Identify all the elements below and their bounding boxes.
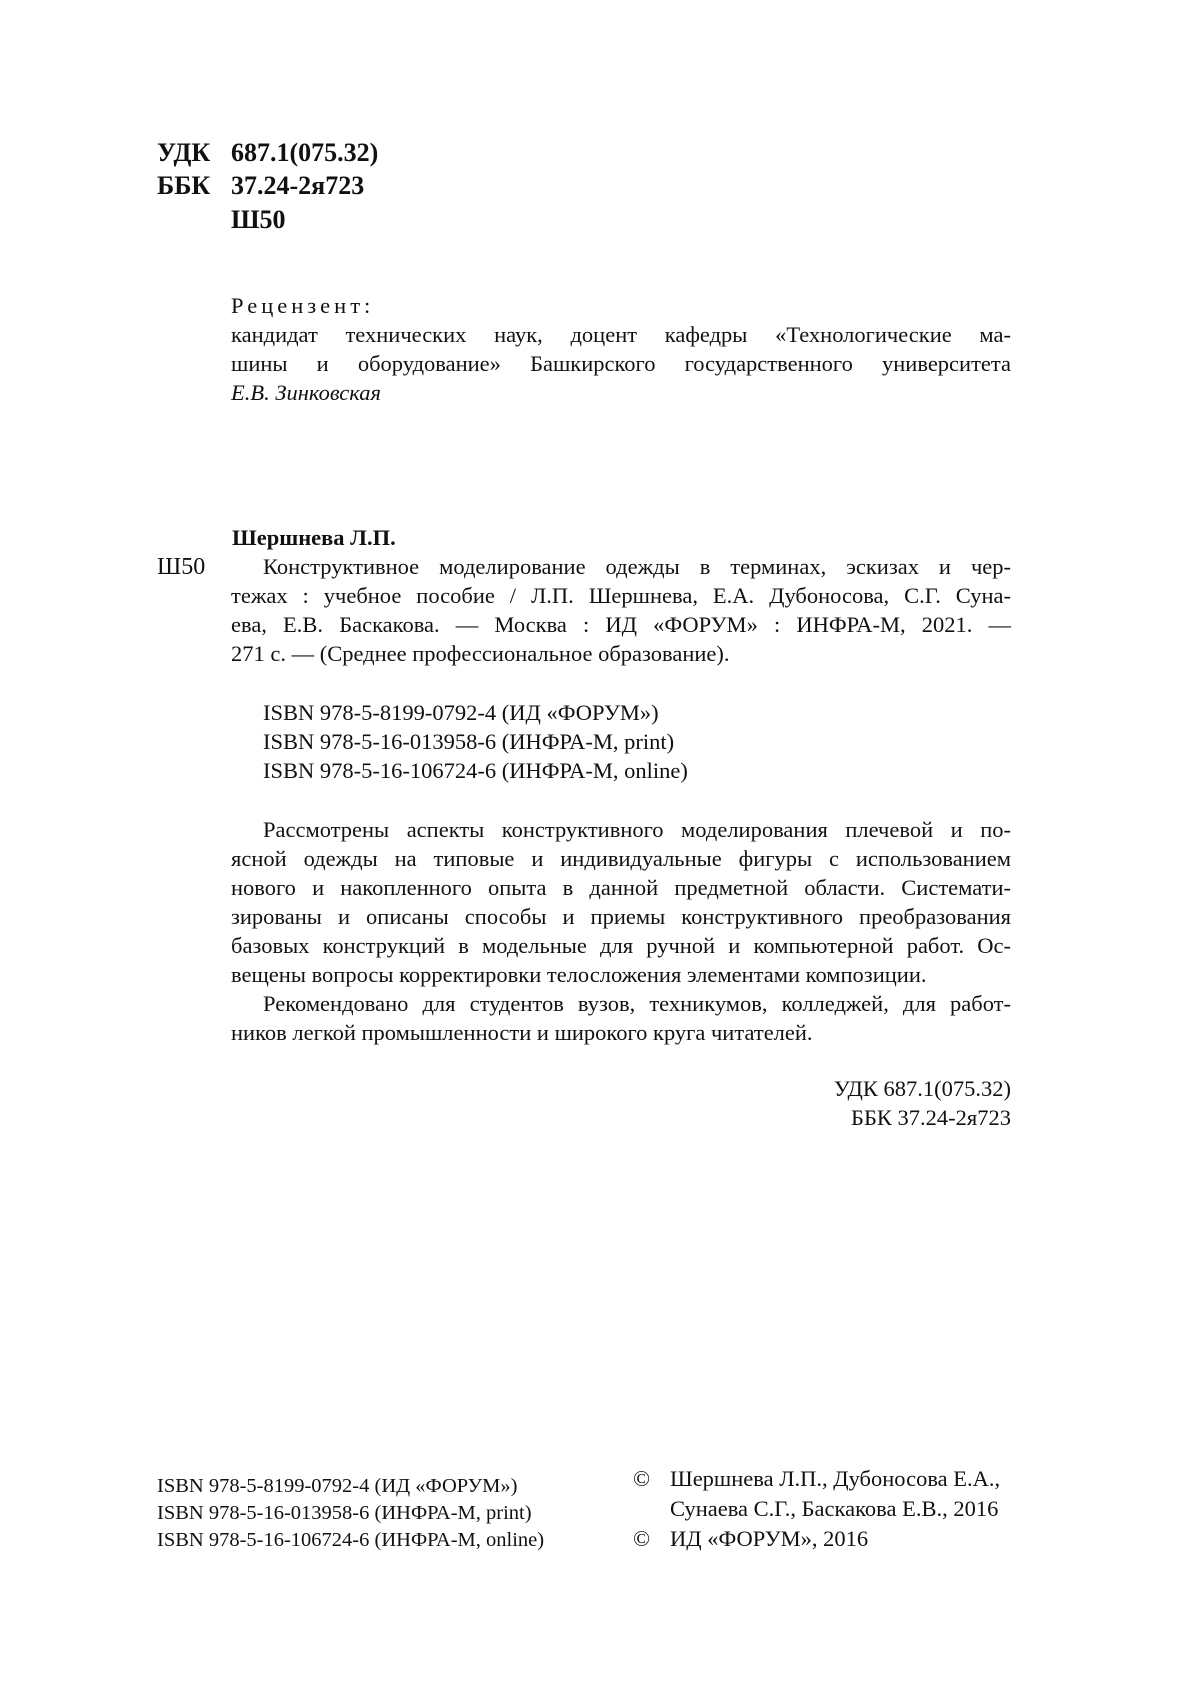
annotation-line: базовых конструкций в модельные для ручной и компьютерной работ. Ос- xyxy=(231,933,1011,958)
annotation-line: ников легкой промышленности и широкого круга читателей. xyxy=(231,1020,813,1045)
copyright-authors: Шершнева Л.П., Дубоносова Е.А., xyxy=(670,1466,1001,1491)
reviewer-name: Е.В. Зинковская xyxy=(231,380,381,405)
entry-description-line: Конструктивное моделирование одежды в терминах, эскизах и чер- xyxy=(263,554,1011,579)
bbk-row xyxy=(157,169,557,202)
footer-isbn: ISBN 978-5-8199-0792-4 (ИД «ФОРУМ») xyxy=(157,1475,518,1497)
copyright-authors: Сунаева С.Г., Баскакова Е.В., 2016 xyxy=(670,1496,999,1521)
author-sign: Ш50 xyxy=(231,205,286,234)
reviewer-line: шины и оборудование» Башкирского государственного университета xyxy=(231,351,1011,376)
index-bbk: ББК 37.24-2я723 xyxy=(851,1105,1011,1130)
annotation-line: нового и накопленного опыта в данной предметной области. Системати- xyxy=(231,875,1011,900)
udk-row xyxy=(157,136,557,169)
reviewer-heading: Рецензент: xyxy=(231,293,375,318)
entry-sign: Ш50 xyxy=(157,554,206,580)
entry-author: Шершнева Л.П. xyxy=(232,525,396,550)
annotation-line: вещены вопросы корректировки телосложения элементами композиции. xyxy=(231,962,927,987)
copyright-symbol: © xyxy=(633,1526,651,1551)
udk-label: УДК xyxy=(157,138,211,167)
annotation-line: Рассмотрены аспекты конструктивного моделирования плечевой и по- xyxy=(263,817,1011,842)
entry-isbn: ISBN 978-5-16-013958-6 (ИНФРА-М, print) xyxy=(263,729,675,754)
udk-value: 687.1(075.32) xyxy=(231,138,379,167)
entry-description-line: ева, Е.В. Баскакова. — Москва : ИД «ФОРУМ» : ИНФРА-М, 2021. — xyxy=(231,612,1011,637)
entry-description-line: 271 с. — (Среднее профессиональное образование). xyxy=(231,641,730,666)
bbk-label: ББК xyxy=(157,171,211,200)
annotation-line: зированы и описаны способы и приемы конструктивного преобразования xyxy=(231,904,1011,929)
entry-isbn: ISBN 978-5-16-106724-6 (ИНФРА-М, online) xyxy=(263,758,688,783)
entry-description-line: тежах : учебное пособие / Л.П. Шершнева, Е.А. Дубоносова, С.Г. Суна- xyxy=(231,583,1011,608)
copyright-symbol: © xyxy=(633,1466,651,1491)
reviewer-line: кандидат технических наук, доцент кафедры «Технологические ма- xyxy=(231,322,1011,347)
annotation-line: ясной одежды на типовые и индивидуальные фигуры с использованием xyxy=(231,846,1011,871)
bbk-value: 37.24-2я723 xyxy=(231,171,365,200)
entry-isbn: ISBN 978-5-8199-0792-4 (ИД «ФОРУМ») xyxy=(263,700,659,725)
footer-isbn: ISBN 978-5-16-106724-6 (ИНФРА-М, online) xyxy=(157,1529,545,1551)
index-udk: УДК 687.1(075.32) xyxy=(833,1076,1011,1101)
copyright-publisher: ИД «ФОРУМ», 2016 xyxy=(670,1526,869,1551)
footer-isbn: ISBN 978-5-16-013958-6 (ИНФРА-М, print) xyxy=(157,1502,532,1524)
annotation-line: Рекомендовано для студентов вузов, техникумов, колледжей, для работ- xyxy=(263,991,1011,1016)
